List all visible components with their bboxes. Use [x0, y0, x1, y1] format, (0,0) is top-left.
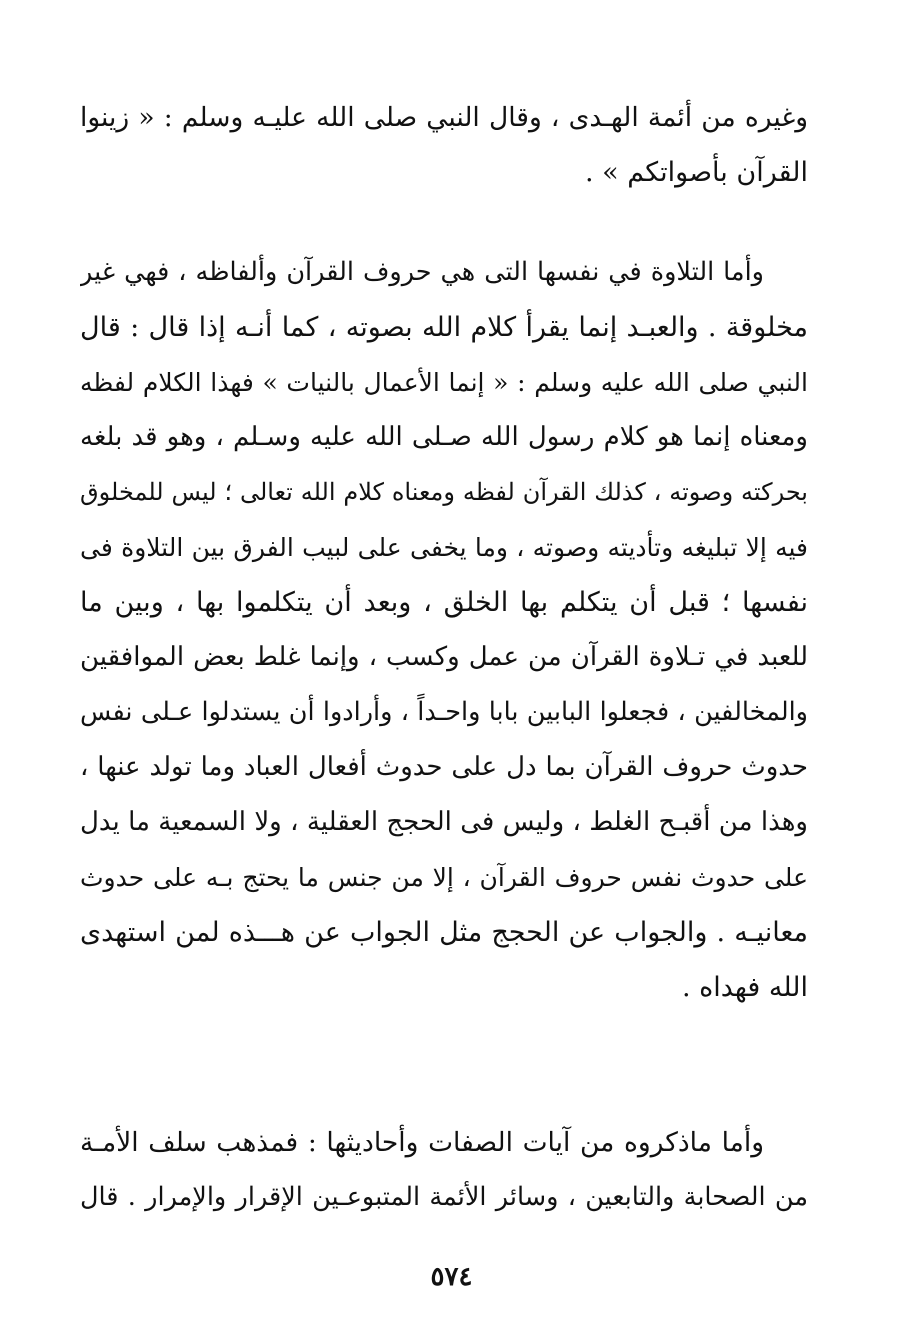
text-line: بحركته وصوته ، كذلك القرآن لفظه ومعناه كلام الله تعالى ؛ ليس للمخلوق — [80, 478, 808, 506]
text-line: القرآن بأصواتكم » . — [585, 157, 808, 188]
page-number: ٥٧٤ — [430, 1262, 473, 1292]
text-line: على حدوث نفس حروف القرآن ، إلا من جنس ما يحتج بـه على حدوث — [80, 863, 808, 892]
paragraph-2 — [80, 245, 808, 1015]
text-line: حدوث حروف القرآن بما دل على حدوث أفعال العباد وما تولد عنها ، — [80, 752, 808, 782]
text-line: معانيـه . والجواب عن الحجج مثل الجواب عن هـــذه لمن استهدى — [80, 917, 808, 948]
text-line: ومعناه إنما هو كلام رسول الله صـلى الله عليه وسـلم ، وهو قد بلغه — [80, 422, 808, 452]
paragraph-1 — [80, 90, 808, 200]
text-line: الله فهداه . — [681, 972, 808, 1003]
text-line: وغيره من أئمة الهـدى ، وقال النبي صلى الله عليـه وسلم : « زينوا — [80, 102, 808, 133]
text-line: وأما ماذكروه من آيات الصفات وأحاديثها : فمذهب سلف الأمـة — [80, 1127, 764, 1158]
text-line: فيه إلا تبليغه وتأديته وصوته ، وما يخفى على لبيب الفرق بين التلاوة فى — [80, 533, 808, 562]
text-line: للعبد في تـلاوة القرآن من عمل وكسب ، وإنما غلط بعض الموافقين — [80, 642, 808, 672]
text-line: مخلوقة . والعبـد إنما يقرأ كلام الله بصوته ، كما أنـه إذا قال : قال — [80, 312, 808, 343]
text-line: النبي صلى الله عليه وسلم : « إنما الأعمال بالنيات » فهذا الكلام لفظه — [80, 368, 808, 397]
text-line: وأما التلاوة في نفسها التى هي حروف القرآن وألفاظه ، فهي غير — [80, 257, 764, 287]
text-line: نفسها ؛ قبل أن يتكلم بها الخلق ، وبعد أن يتكلموا بها ، وبين ما — [80, 587, 808, 618]
text-line: وهذا من أقبـح الغلط ، وليس فى الحجج العقلية ، ولا السمعية ما يدل — [80, 807, 808, 837]
text-line: والمخالفين ، فجعلوا البابين بابا واحـداً ، وأرادوا أن يستدلوا عـلى نفس — [80, 697, 808, 727]
paragraph-3 — [80, 1115, 808, 1225]
text-line: من الصحابة والتابعين ، وسائر الأئمة المتبوعـين الإقرار والإمرار . قال — [80, 1182, 808, 1212]
